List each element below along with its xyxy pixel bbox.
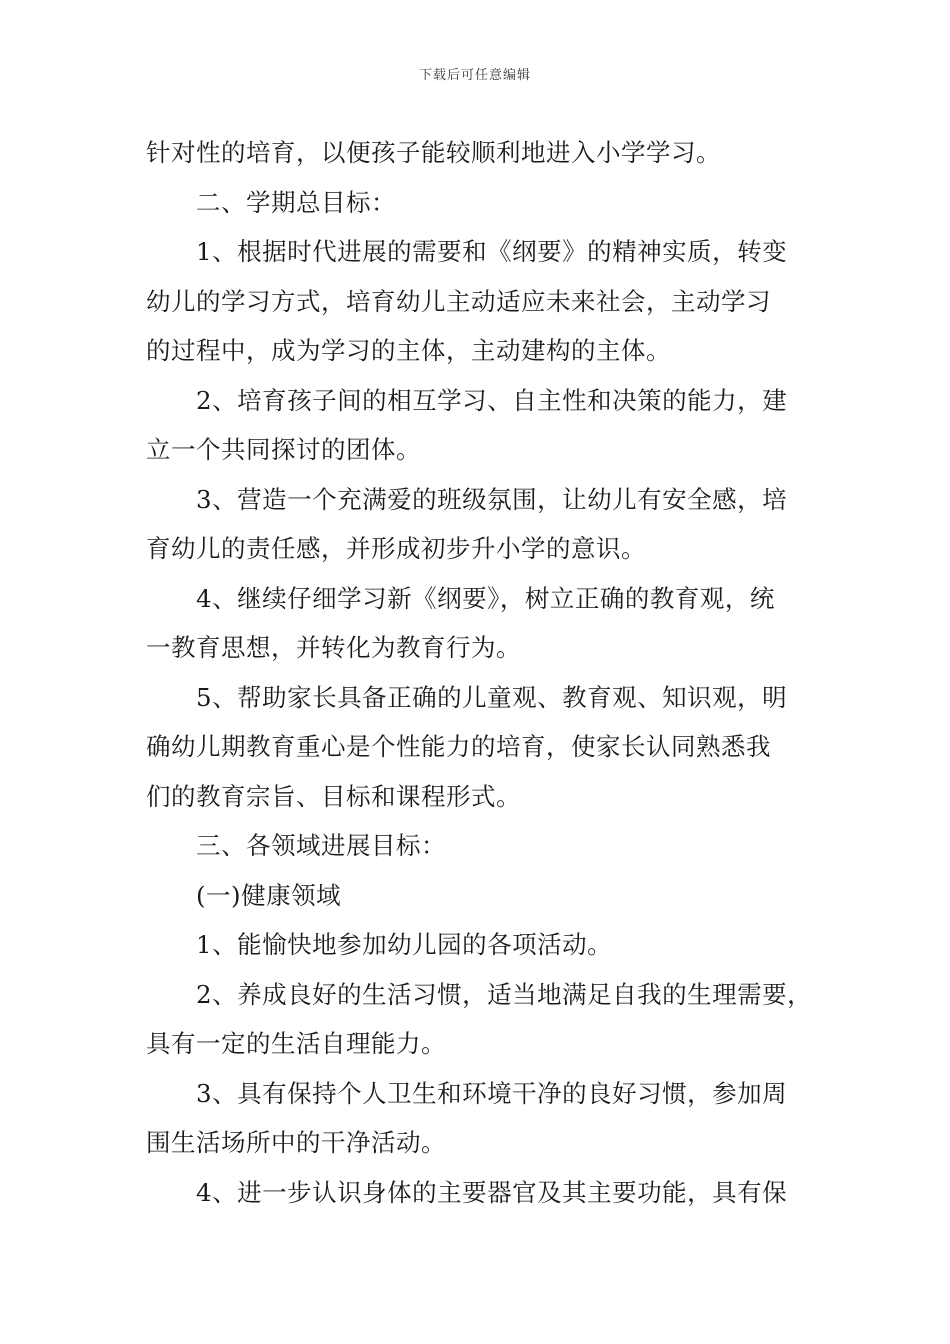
text-line: 立一个共同探讨的团体。 [146,435,421,464]
text-line: 4、进一步认识身体的主要器官及其主要功能，具有保 [196,1177,788,1207]
text-line: 育幼儿的责任感，并形成初步升小学的意识。 [146,534,646,563]
text-line: 具有一定的生活自理能力。 [146,1029,446,1058]
text-line: (一)健康领域 [196,880,342,910]
text-line: 一教育思想，并转化为教育行为。 [146,633,521,662]
text-line: 针对性的培育，以便孩子能较顺利地进入小学学习。 [146,138,721,167]
text-line: 3、营造一个充满爱的班级氛围，让幼儿有安全感，培 [196,484,788,514]
text-line: 5、帮助家长具备正确的儿童观、教育观、知识观，明 [196,682,788,712]
text-line: 三、各领域进展目标： [196,831,446,860]
text-line: 围生活场所中的干净活动。 [146,1128,446,1157]
text-line: 4、继续仔细学习新《纲要》，树立正确的教育观，统 [196,583,775,613]
document-body [146,128,822,1217]
page-header: 下载后可任意编辑 [418,68,531,83]
text-line: 1、能愉快地参加幼儿园的各项活动。 [196,930,613,959]
text-line: 2、养成良好的生活习惯，适当地满足自我的生理需要， [196,979,813,1009]
text-line: 们的教育宗旨、目标和课程形式。 [146,781,521,811]
text-line: 的过程中，成为学习的主体，主动建构的主体。 [146,336,671,365]
text-line: 幼儿的学习方式，培育幼儿主动适应未来社会，主动学习 [146,286,771,316]
text-line: 确幼儿期教育重心是个性能力的培育，使家长认同熟悉我 [146,732,771,761]
text-line: 3、具有保持个人卫生和环境干净的良好习惯，参加周 [196,1078,788,1108]
text-line: 2、培育孩子间的相互学习、自主性和决策的能力，建 [196,385,788,415]
text-line: 1、根据时代进展的需要和《纲要》的精神实质，转变 [196,237,788,266]
text-line: 二、学期总目标： [196,187,396,217]
